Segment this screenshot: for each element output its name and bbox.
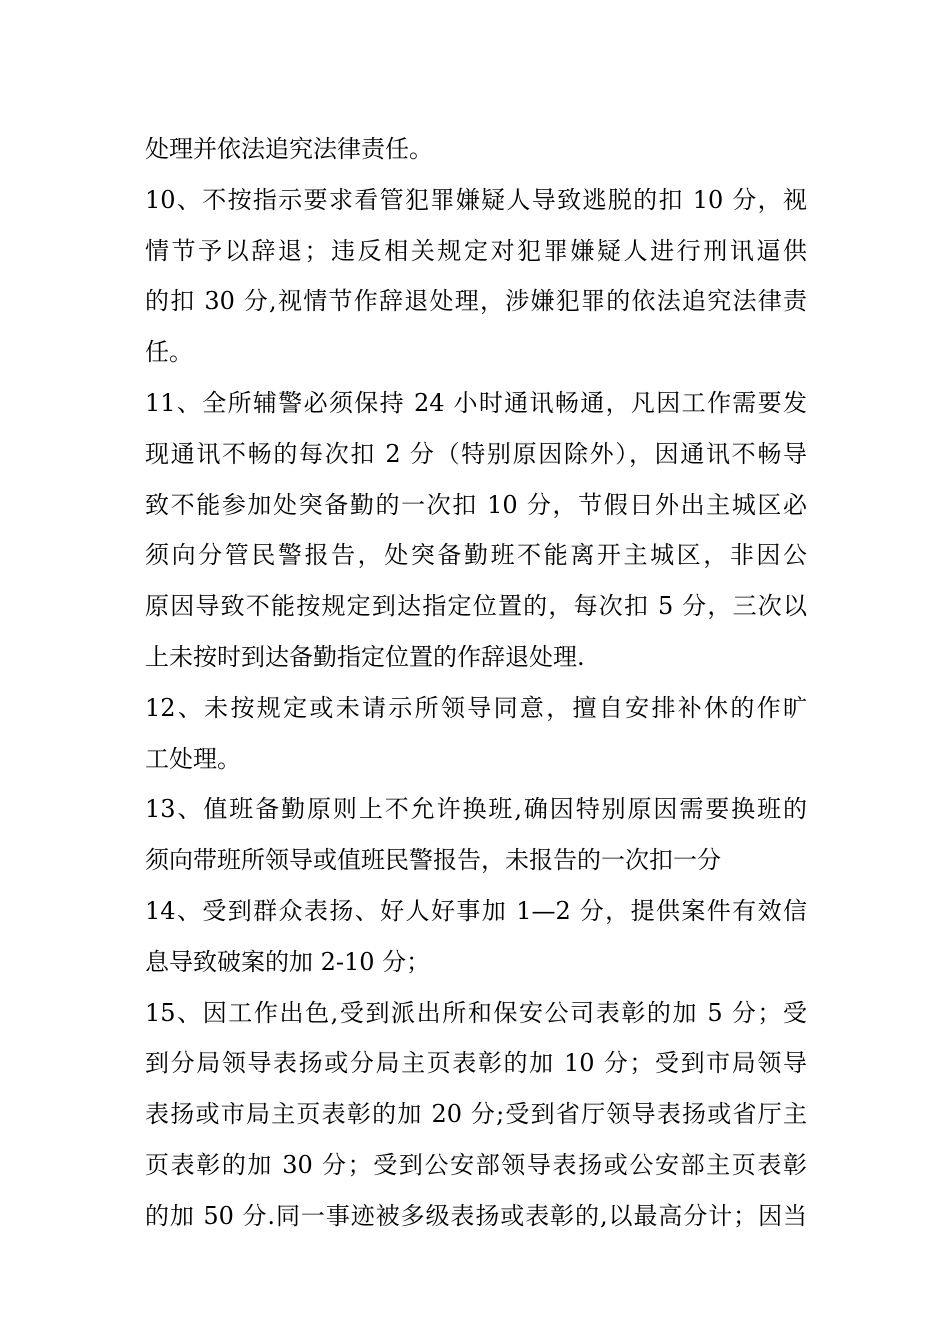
text-line: 上未按时到达备勤指定位置的作辞退处理.	[145, 642, 585, 671]
text-line: 10、不按指示要求看管犯罪嫌疑人导致逃脱的扣 10 分，视	[145, 185, 807, 214]
text-line: 工处理。	[145, 744, 241, 773]
text-line: 11、全所辅警必须保持 24 小时通讯畅通，凡因工作需要发	[145, 388, 807, 417]
text-line: 任。	[145, 338, 193, 367]
document-body	[145, 124, 807, 1242]
text-line: 13、值班备勤原则上不允许换班,确因特别原因需要换班的	[145, 795, 807, 824]
text-line: 12、未按规定或未请示所领导同意，擅自安排补休的作旷	[145, 693, 807, 722]
text-line: 处理并依法追究法律责任。	[145, 135, 433, 163]
text-line: 14、受到群众表扬、好人好事加 1—2 分，提供案件有效信	[145, 896, 807, 925]
text-line: 到分局领导表扬或分局主页表彰的加 10 分；受到市局领导	[145, 1049, 807, 1078]
text-line: 页表彰的加 30 分；受到公安部领导表扬或公安部主页表彰	[145, 1150, 807, 1179]
text-line: 原因导致不能按规定到达指定位置的，每次扣 5 分，三次以	[145, 592, 807, 621]
text-line: 的加 50 分.同一事迹被多级表扬或表彰的,以最高分计；因当	[145, 1201, 807, 1230]
text-line: 须向带班所领导或值班民警报告，未报告的一次扣一分	[145, 846, 721, 875]
text-line: 息导致破案的加 2-10 分；	[145, 947, 431, 976]
text-line: 情节予以辞退；违反相关规定对犯罪嫌疑人进行刑讯逼供	[145, 236, 807, 265]
text-line: 的扣 30 分,视情节作辞退处理，涉嫌犯罪的依法追究法律责	[145, 287, 807, 316]
text-line: 15、因工作出色,受到派出所和保安公司表彰的加 5 分；受	[145, 998, 807, 1027]
text-line: 须向分管民警报告，处突备勤班不能离开主城区，非因公	[145, 541, 807, 570]
text-line: 现通讯不畅的每次扣 2 分（特别原因除外），因通讯不畅导	[145, 439, 807, 468]
text-line: 表扬或市局主页表彰的加 20 分;受到省厅领导表扬或省厅主	[145, 1100, 807, 1129]
text-line: 致不能参加处突备勤的一次扣 10 分，节假日外出主城区必	[145, 490, 807, 519]
